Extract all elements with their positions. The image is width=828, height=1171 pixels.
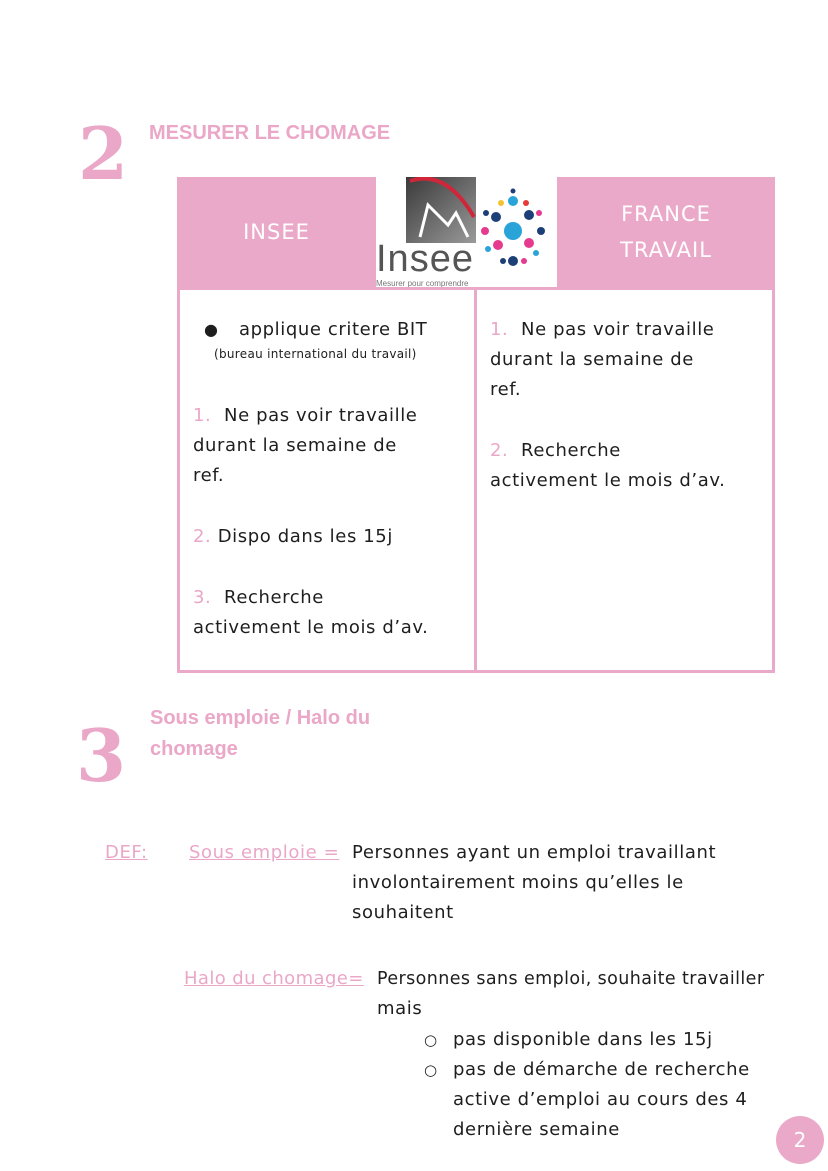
halo-subitem-2-line3: dernière semaine	[453, 1119, 620, 1140]
left-item-1-num: 1.	[193, 405, 212, 426]
halo-subitem-1: pas disponible dans les 15j	[453, 1029, 713, 1050]
left-item-1-line3: ref.	[193, 465, 225, 486]
left-item-1-line2: durant la semaine de	[193, 435, 397, 456]
halo-subitem-2-line1: pas de démarche de recherche	[453, 1059, 750, 1080]
left-item-2	[193, 522, 393, 552]
right-item-1-line3: ref.	[490, 379, 522, 400]
halo-subitem-2-bullet: ○	[424, 1061, 438, 1079]
left-bullet-note: (bureau international du travail)	[214, 347, 417, 361]
right-item-2-num: 2.	[490, 440, 509, 461]
right-item-2-line1: Recherche	[521, 440, 621, 461]
section-2-number: 2	[78, 111, 129, 196]
left-item-2-line1: Dispo dans les 15j	[217, 526, 393, 547]
france-travail-line2: TRAVAIL	[620, 238, 712, 262]
right-item-1-line2: durant la semaine de	[490, 349, 694, 370]
left-item-3	[193, 583, 473, 643]
left-item-1	[193, 401, 473, 491]
france-travail-line1: FRANCE	[621, 202, 711, 226]
insee-header-label: INSEE	[243, 220, 310, 244]
insee-logo-tagline: Mesurer pour comprendre	[376, 279, 469, 288]
halo-term: Halo du chomage=	[184, 968, 364, 989]
left-item-3-line1: Recherche	[224, 587, 324, 608]
sous-emploie-line1: Personnes ayant un emploi travaillant	[352, 842, 717, 863]
page-number-badge	[776, 1116, 824, 1164]
left-item-3-num: 3.	[193, 587, 212, 608]
left-item-2-num: 2.	[193, 526, 212, 547]
halo-definition-line2: mais	[377, 998, 423, 1019]
halo-subitem-2-line2: active d’emploi au cours des 4	[453, 1089, 748, 1110]
right-item-1-line1: Ne pas voir travaille	[521, 319, 715, 340]
table-column-divider	[474, 287, 477, 673]
insee-logo-text: Insee	[376, 238, 474, 280]
sous-emploie-line2: involontairement moins qu’elles le	[352, 872, 684, 893]
sous-emploie-line3: souhaitent	[352, 902, 454, 923]
section-3-title-line2: chomage	[150, 738, 238, 760]
halo-definition-line1: Personnes sans emploi, souhaite travailler	[377, 969, 765, 989]
halo-subitem-1-bullet: ○	[424, 1031, 438, 1049]
page-number: 2	[793, 1128, 807, 1152]
right-item-1-num: 1.	[490, 319, 509, 340]
right-item-2	[490, 436, 770, 496]
left-item-3-line2: activement le mois d’av.	[193, 617, 429, 638]
insee-logo	[376, 177, 557, 287]
def-label: DEF:	[105, 842, 148, 863]
left-item-1-line1: Ne pas voir travaille	[224, 405, 418, 426]
bullet-dot: ●	[204, 320, 219, 339]
halo-subitem-2	[453, 1055, 750, 1145]
section-2-title: MESURER LE CHOMAGE	[149, 122, 391, 144]
sous-emploie-definition	[352, 838, 716, 928]
section-3-title-line1: Sous emploie / Halo du	[150, 707, 371, 729]
france-travail-header	[557, 177, 775, 287]
sous-emploie-term: Sous emploie =	[189, 842, 340, 863]
right-item-1	[490, 315, 770, 405]
left-bullet-text: applique critere BIT	[239, 319, 428, 340]
left-bullet	[204, 315, 219, 345]
right-item-2-line2: activement le mois d’av.	[490, 470, 726, 491]
section-3-number: 3	[76, 713, 127, 798]
section-3-title	[150, 703, 370, 765]
insee-header	[177, 177, 376, 287]
